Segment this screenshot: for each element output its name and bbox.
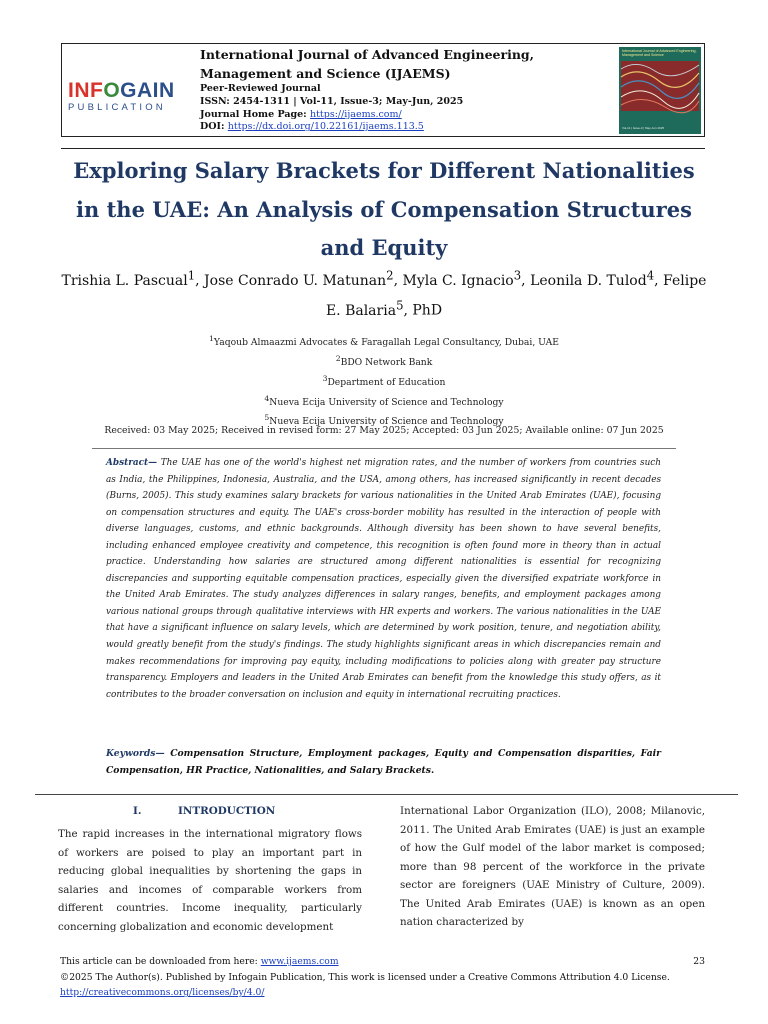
abstract-divider [92, 448, 676, 449]
logo-text-part: INF [68, 79, 104, 102]
home-page-link[interactable]: https://ijaems.com/ [309, 108, 402, 120]
author: Jose Conrado U. Matunan$^2$ [204, 268, 394, 289]
article-dates: Received: 03 May 2025; Received in revised form: 27 May 2025; Accepted: 03 Jun 2025; Available online: 07 Jun 2025 [104, 425, 664, 436]
page-number: 23 [693, 956, 705, 967]
download-label: This article can be downloaded from here: [60, 956, 261, 967]
logo-subtext: PUBLICATION [68, 102, 166, 113]
section-title: INTRODUCTION [178, 805, 276, 817]
intro-column-right: International Labor Organization (ILO), 2008; Milanovic, 2011. The United Arab Emirates (UAE) is just an example of how the Gulf model of the labor market is composed; more than 98 percent of the workforce in the private sector are foreigners (UAE Ministry of Culture, 2009). The United Arab Emirates (UAE) is known as an open nation characterized by [400, 805, 705, 928]
doi-line [200, 121, 463, 134]
journal-title: International Journal of Advanced Engineering, Management and Science (IJAEMS) [200, 47, 535, 81]
logo-text-part: GAIN [120, 79, 175, 102]
affiliation: $^3$Department of Education [322, 373, 446, 388]
issn-line: ISSN: 2454-1311 | Vol-11, Issue-3; May-Jun, 2025 [200, 95, 464, 107]
page-footer [60, 954, 705, 1001]
keywords-label: Keywords [106, 748, 156, 759]
author-list: Trishia L. Pascual$^1$, Jose Conrado U. Matunan$^2$, Myla C. Ignacio$^3$, Leonila D. Tulod$^4$, Felipe E. Balaria$^5$, PhD [61, 268, 707, 319]
journal-info [200, 83, 463, 134]
affiliation: $^2$BDO Network Bank [335, 353, 433, 368]
article-title: Exploring Salary Brackets for Different Nationalities in the UAE: An Analysis of Compensation Structures and Equity [73, 158, 695, 260]
keywords: Keywords— Compensation Structure, Employment packages, Equity and Compensation disparities, Fair Compensation, HR Practice, Nationalities, and Salary Brackets. [106, 748, 661, 776]
intro-column-left: The rapid increases in the international migratory flows of workers are poised to play an important part in reducing global inequalities by shortening the gaps in salaries and incomes of comparable workers from different countries. Income inequality, particularly concerning globalization and economic development [58, 828, 362, 933]
author: Leonila D. Tulod$^4$ [530, 268, 655, 289]
author: Myla C. Ignacio$^3$ [402, 268, 522, 289]
peer-reviewed-label: Peer-Reviewed Journal [200, 83, 321, 94]
cover-title: International Journal of Advanced Engineering, Management and Science [622, 49, 697, 58]
home-page-label: Journal Home Page: [200, 108, 310, 120]
cover-footer: Vol-11 | Issue-3 | May-Jun 2025 [622, 126, 665, 130]
affiliation: $^1$Yaqoub Almaazmi Advocates & Faragallah Legal Consultancy, Dubai, UAE [209, 334, 559, 349]
author-degree: , PhD [403, 302, 443, 319]
download-line [60, 954, 705, 970]
abstract-text: The UAE has one of the world's highest net migration rates, and the number of workers from countries such as India, the Philippines, Indonesia, Australia, and the USA, among others, has increased significantly in recent decades (Burns, 2005). This study examines salary brackets for various nationalities in the United Arab Emirates (UAE), focusing on compensation structures and equity. The UAE's cross-border mobility has resulted in the interaction of people with diverse languages, customs, and ethnic backgrounds. Although diversity has been shown to have several benefits, including enhanced employee creativity and competence, this recognition is often found more in theory than in actual practice. Understanding how salaries are structured among different nationalities is essential for recognizing discrepancies and supporting equitable compensation practices, especially given the diversified expatriate workforce in the United Arab Emirates. The study analyzes differences in salary ranges, benefits, and employment packages among various national groups through qualitative interviews with HR experts and workers. The various nationalities in the UAE that have a significant influence on salary levels, which are determined by work position, tenure, and negotiation ability, would greatly benefit from the study's findings. The study highlights significant areas in which discrepancies remain and makes recommendations for improving pay equity, including modifications to policies along with greater pay structure transparency. Employers and leaders in the United Arab Emirates can benefit from the knowledge this study offers, as it contributes to the broader conversation on inclusion and equity in international recruiting practices. [106, 458, 661, 700]
author: Felipe E. Balaria$^5$ [325, 272, 707, 319]
author: Trishia L. Pascual$^1$ [61, 268, 196, 289]
license-line [60, 970, 705, 1001]
journal-cover-image [619, 47, 701, 134]
affiliation: $^4$Nueva Ecija University of Science and Technology [264, 393, 504, 408]
affiliation-list [60, 331, 708, 430]
logo-text-part: O [103, 79, 121, 102]
license-text: ©2025 The Author(s). Published by Infogain Publication, This work is licensed under a Creative Commons Attribution 4.0 License. [60, 971, 670, 983]
infogain-logo [68, 80, 186, 116]
abstract: Abstract— The UAE has one of the world's highest net migration rates, and the number of workers from countries such as India, the Philippines, Indonesia, Australia, and the USA, among others, has increased significantly in recent decades (Burns, 2005). This study examines salary brackets for various nationalities in the United Arab Emirates (UAE), focusing on compensation structures and equity. The UAE's cross-border mobility has resulted in the interaction of people with diverse languages, customs, and ethnic backgrounds. Although diversity has been shown to have several benefits, including enhanced employee creativity and competence, this recognition is often found more in theory than in actual practice. Understanding how salaries are structured among different nationalities is essential for recognizing discrepancies and supporting equitable compensation practices, especially given the diversified expatriate workforce in the United Arab Emirates. The study analyzes differences in salary ranges, benefits, and employment packages among various national groups through qualitative interviews with HR experts and workers. The various nationalities in the UAE that have a significant influence on salary levels, which are determined by work position, tenure, and negotiation ability, would greatly benefit from the study's findings. The study highlights significant areas in which discrepancies remain and makes recommendations for improving pay equity, including modifications to policies along with greater pay structure transparency. Employers and leaders in the United Arab Emirates can benefit from the knowledge this study offers, as it contributes to the broader conversation on inclusion and equity in international recruiting practices. [106, 458, 661, 700]
home-page-line [200, 109, 463, 122]
license-link[interactable]: http://creativecommons.org/licenses/by/4.0/ [60, 987, 265, 999]
cover-art [619, 47, 701, 134]
abstract-label: Abstract [106, 458, 149, 468]
doi-link[interactable]: https://dx.doi.org/10.22161/ijaems.113.5 [227, 121, 424, 133]
section-number: I. [133, 805, 142, 817]
header-divider [61, 148, 705, 149]
section-divider [35, 794, 738, 795]
doi-label: DOI: [200, 121, 228, 133]
download-link[interactable]: www.ijaems.com [260, 956, 339, 967]
keywords-text: Compensation Structure, Employment packages, Equity and Compensation disparities, Fair Compensation, HR Practice, Nationalities, and Salary Brackets. [106, 748, 661, 776]
affiliation: $^5$Nueva Ecija University of Science and Technology [264, 413, 504, 428]
